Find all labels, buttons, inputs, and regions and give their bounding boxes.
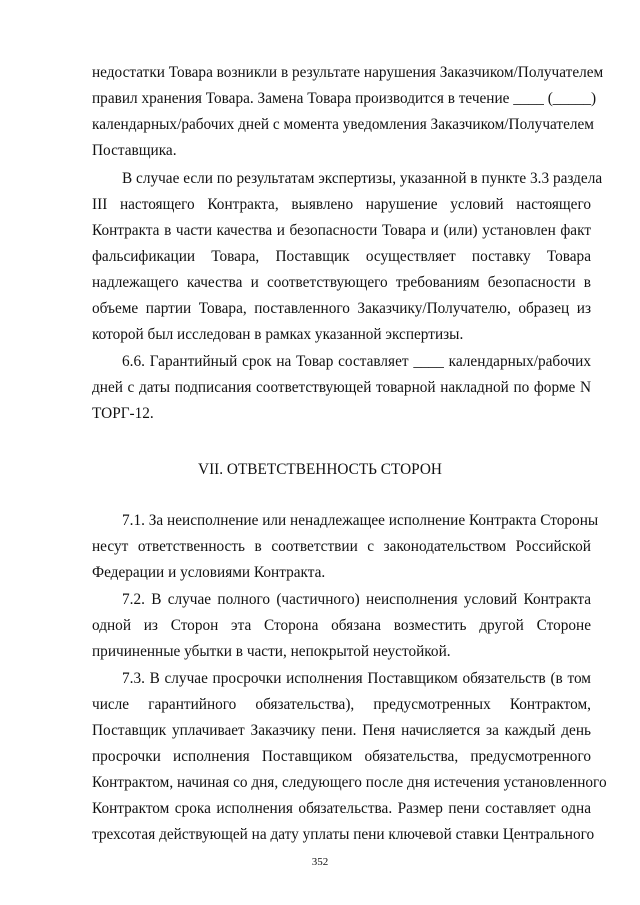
text-line: одной из Сторон эта Сторона обязана возместить другой Стороне — [92, 617, 591, 634]
text-line: Контракта в части качества и безопасности Товара и (или) установлен факт — [92, 222, 591, 239]
text-line: Поставщика. — [92, 142, 177, 159]
text-line: 7.3. В случае просрочки исполнения Поставщиком обязательств (в том — [122, 670, 591, 687]
text-line: которой был исследован в рамках указанной экспертизы. — [92, 326, 464, 343]
text-line: трехсотая действующей на дату уплаты пени ключевой ставки Центрального — [92, 826, 595, 843]
text-line: фальсификации Товара, Поставщик осуществляет поставку Товара — [92, 248, 591, 265]
paragraph-liability-general — [92, 508, 599, 586]
text-line: надлежащего качества и соответствующего требованиям безопасности в — [92, 274, 591, 291]
text-line: Контрактом срока исполнения обязательства. Размер пени составляет одна — [92, 800, 591, 817]
paragraph-damages — [92, 587, 591, 665]
text-line: объеме партии Товара, поставленного Заказчику/Получателю, образец из — [92, 300, 591, 317]
text-line: несут ответственность в соответствии с законодательством Российской — [92, 538, 591, 555]
paragraph-replacement-terms — [92, 60, 604, 164]
text-line: Федерации и условиями Контракта. — [92, 564, 326, 581]
text-line: В случае если по результатам экспертизы, указанной в пункте 3.3 раздела — [122, 170, 603, 187]
paragraph-penalty — [92, 666, 607, 848]
text-line: III настоящего Контракта, выявлено нарушение условий настоящего — [92, 196, 591, 213]
paragraph-warranty-period — [92, 349, 591, 427]
text-line: Контрактом, начиная со дня, следующего после дня истечения установленного — [92, 774, 607, 791]
text-line: 7.2. В случае полного (частичного) неисполнения условий Контракта — [122, 591, 591, 608]
text-line: дней с даты подписания соответствующей товарной накладной по форме N — [92, 379, 591, 396]
section-heading: VII. ОТВЕТСТВЕННОСТЬ СТОРОН — [198, 461, 442, 478]
text-line: Поставщик уплачивает Заказчику пени. Пеня начисляется за каждый день — [92, 722, 591, 739]
text-line: числе гарантийного обязательства), предусмотренных Контрактом, — [92, 696, 591, 713]
text-line: недостатки Товара возникли в результате нарушения Заказчиком/Получателем — [92, 64, 604, 81]
text-line: просрочки исполнения Поставщиком обязательства, предусмотренного — [92, 748, 591, 765]
text-line: календарных/рабочих дней с момента уведомления Заказчиком/Получателем — [92, 116, 594, 133]
page-number: 352 — [311, 856, 329, 868]
text-line: 6.6. Гарантийный срок на Товар составляет ____ календарных/рабочих — [122, 353, 591, 370]
text-line: правил хранения Товара. Замена Товара производится в течение ____ (_____) — [92, 90, 597, 107]
text-line: причиненные убытки в части, непокрытой неустойкой. — [92, 643, 451, 660]
text-line: 7.1. За неисполнение или ненадлежащее исполнение Контракта Стороны — [122, 512, 599, 529]
paragraph-expertise-violation — [92, 166, 603, 348]
text-line: ТОРГ-12. — [92, 405, 154, 422]
